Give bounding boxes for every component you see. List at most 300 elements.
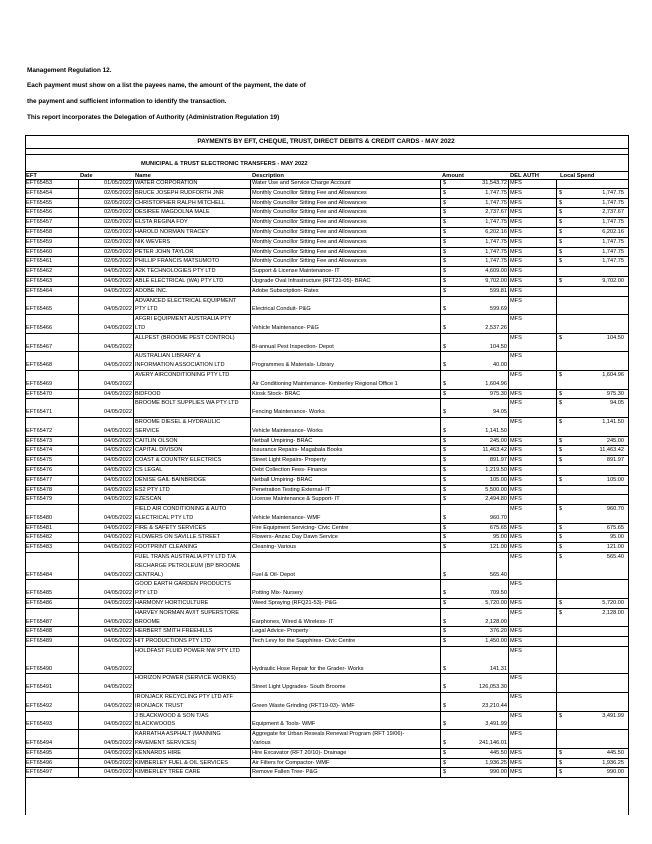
payment-date: [78, 759, 133, 768]
local-spend: [556, 248, 627, 257]
frame-top-rule: [25, 135, 628, 136]
local-currency-symbol: $: [559, 248, 563, 255]
payment-amount: [440, 446, 508, 455]
payment-amount: [440, 228, 508, 237]
amount-value: 40.00: [493, 362, 507, 369]
eft-number: [26, 543, 78, 552]
payment-date-text: 04/05/2022: [104, 702, 132, 709]
payment-description: [250, 297, 440, 315]
payment-date-text: 02/05/2022: [104, 199, 132, 206]
amount-currency-symbol: $: [443, 228, 447, 235]
amount-value: 990.00: [489, 769, 507, 776]
local-spend: [556, 334, 627, 352]
eft-number-text: EFT65480: [26, 514, 53, 521]
amount-value: 126,053.30: [479, 684, 507, 691]
amount-currency-symbol: $: [443, 476, 447, 483]
amount-currency-symbol: $: [443, 769, 447, 776]
local-spend: [556, 297, 627, 315]
payment-amount: [440, 524, 508, 533]
payment-amount: [440, 399, 508, 417]
payee-name: COAST & COUNTRY ELECTRICS: [133, 456, 250, 465]
payment-date: [78, 334, 133, 352]
payment-amount: [440, 334, 508, 352]
payment-description: [250, 533, 440, 542]
local-spend-value: 1,747.75: [602, 199, 624, 206]
amount-value: 1,936.25: [485, 759, 507, 766]
amount-currency-symbol: $: [443, 759, 447, 766]
payment-date-text: 04/05/2022: [104, 684, 132, 691]
eft-number: [26, 257, 78, 266]
payment-amount: [440, 749, 508, 758]
eft-number: [26, 712, 78, 730]
table-row: [25, 486, 628, 496]
local-spend: [556, 446, 627, 455]
payment-description-text: License Maintenance & Support- IT: [252, 496, 340, 503]
payment-description-text: Monthly Councillor Sitting Fee and Allowances: [252, 238, 367, 245]
payment-amount: [440, 647, 508, 673]
payment-amount: [440, 580, 508, 598]
payee-name: FLOWERS ON SAVILLE STREET: [133, 533, 250, 542]
payment-date-text: 04/05/2022: [104, 447, 132, 454]
payment-date-text: 04/05/2022: [104, 362, 132, 369]
payment-date: [78, 399, 133, 417]
payee-name: CS LEGAL: [133, 466, 250, 475]
payment-date: [78, 189, 133, 198]
amount-currency-symbol: $: [443, 189, 447, 196]
payment-date: [78, 466, 133, 475]
col-header-del-auth: DEL AUTH: [510, 172, 539, 179]
table-row: [25, 418, 628, 437]
payment-amount: [440, 712, 508, 730]
payment-description-text: Electrical Conduit- P&G: [252, 306, 311, 313]
payment-amount: [440, 637, 508, 646]
local-currency-symbol: $: [559, 457, 563, 464]
eft-number-text: EFT65488: [26, 628, 53, 635]
payee-name: FUEL TRANS AUSTRALIA PTY LTD T/A RECHARGE PETROLEUM (BP BROOME CENTRAL): [133, 553, 250, 579]
payment-description-text: Bi-annual Pest Inspection- Depot: [252, 343, 334, 350]
payment-amount: [440, 238, 508, 247]
delegated-authority: MFS: [508, 238, 556, 247]
payment-amount: [440, 371, 508, 389]
amount-value: 1,747.75: [485, 189, 507, 196]
local-currency-symbol: $: [559, 476, 563, 483]
payment-description-text: Fencing Maintenance- Works: [252, 409, 325, 416]
payment-description-text: Adobe Subscription- Rates: [252, 287, 319, 294]
payee-name: PETER JOHN TAYLOR: [133, 248, 250, 257]
payment-amount: [440, 486, 508, 495]
delegated-authority: MFS: [508, 418, 556, 436]
amount-value: 9,702.00: [485, 277, 507, 284]
payment-description-text: Hire Excavator (RFT 20/10)- Drainage: [252, 749, 347, 756]
payment-amount: [440, 495, 508, 504]
local-spend-value: 95.00: [610, 534, 624, 541]
payment-description-text: Vehicle Maintenance- WMF: [252, 514, 321, 521]
eft-number-text: EFT65483: [26, 544, 53, 551]
payment-date: [78, 352, 133, 370]
local-spend: [556, 759, 627, 768]
local-spend-value: 2,128.00: [602, 609, 624, 616]
table-row: [25, 287, 628, 297]
payment-date: [78, 730, 133, 748]
eft-number-text: EFT65467: [26, 343, 53, 350]
delegated-authority: MFS: [508, 693, 556, 711]
payee-name: FIELD AIR CONDITIONING & AUTO ELECTRICAL PTY LTD: [133, 505, 250, 523]
delegated-authority: MFS: [508, 228, 556, 237]
table-row: [25, 476, 628, 486]
amount-value: 5,500.00: [485, 486, 507, 493]
payee-name: HORIZON POWER (SERVICE WORKS): [133, 674, 250, 692]
payment-description: [250, 627, 440, 636]
col-header-name: Name: [135, 172, 151, 179]
local-spend: [556, 647, 627, 673]
payment-date-text: 04/05/2022: [104, 343, 132, 350]
payment-amount: [440, 315, 508, 333]
payment-date-text: 04/05/2022: [104, 628, 132, 635]
payment-date: [78, 218, 133, 227]
payment-date: [78, 524, 133, 533]
amount-currency-symbol: $: [443, 571, 447, 578]
payee-name: DESIREE MAGDOLNA MALE: [133, 208, 250, 217]
payment-amount: [440, 267, 508, 276]
payment-amount: [440, 505, 508, 523]
amount-currency-symbol: $: [443, 590, 447, 597]
payment-description-text: Monthly Councillor Sitting Fee and Allowances: [252, 189, 367, 196]
payment-description: [250, 238, 440, 247]
local-currency-symbol: $: [559, 400, 563, 407]
payment-date: [78, 179, 133, 188]
delegated-authority: MFS: [508, 599, 556, 608]
table-row: [25, 446, 628, 456]
local-currency-symbol: $: [559, 524, 563, 531]
payment-description: [250, 267, 440, 276]
delegated-authority: MFS: [508, 371, 556, 389]
amount-value: 245.00: [489, 437, 507, 444]
payment-description: [250, 418, 440, 436]
payment-date-text: 04/05/2022: [104, 390, 132, 397]
local-spend-value: 104.50: [606, 334, 624, 341]
amount-currency-symbol: $: [443, 306, 447, 313]
payment-description: [250, 218, 440, 227]
payment-description-text: Potting Mix- Nursery: [252, 590, 303, 597]
eft-number: [26, 730, 78, 748]
table-row: [25, 179, 628, 189]
payment-description-text: Netball Umpiring- BRAC: [252, 437, 313, 444]
payment-date-text: 04/05/2022: [104, 740, 132, 747]
payment-description: [250, 287, 440, 296]
table-row: [25, 315, 628, 334]
eft-number-text: EFT65478: [26, 486, 53, 493]
local-spend-value: 105.00: [606, 476, 624, 483]
payee-name: FIRE & SAFETY SERVICES: [133, 524, 250, 533]
amount-value: 2,537.26: [485, 324, 507, 331]
payee-name: GOOD EARTH GARDEN PRODUCTS PTY LTD: [133, 580, 250, 598]
payment-description: [250, 446, 440, 455]
payment-amount: [440, 437, 508, 446]
table-row: [25, 730, 628, 749]
payee-name: BIDFOOD: [133, 390, 250, 399]
payment-date-text: 04/05/2022: [104, 277, 132, 284]
delegated-authority: MFS: [508, 533, 556, 542]
local-spend-value: 3,491.99: [602, 712, 624, 719]
payment-description: [250, 277, 440, 286]
delegated-authority: MFS: [508, 277, 556, 286]
payee-name: HARMONY HORTICULTURE: [133, 599, 250, 608]
local-spend-value: 1,747.75: [602, 238, 624, 245]
payment-description-text: Monthly Councillor Sitting Fee and Allowances: [252, 209, 367, 216]
eft-number-text: EFT65454: [26, 189, 53, 196]
delegated-authority: MFS: [508, 315, 556, 333]
local-currency-symbol: $: [559, 418, 563, 425]
amount-value: 95.00: [493, 534, 507, 541]
local-spend-value: 960.70: [606, 506, 624, 513]
local-spend-value: 9,702.00: [602, 277, 624, 284]
col-header-amount: Amount: [442, 172, 464, 179]
amount-value: 31,543.72: [482, 180, 507, 186]
payee-name: CAITLIN OLSON: [133, 437, 250, 446]
eft-number: [26, 446, 78, 455]
eft-number-text: EFT65484: [26, 571, 53, 578]
payment-date-text: 04/05/2022: [104, 759, 132, 766]
payee-name: KENNARDS HIRE: [133, 749, 250, 758]
eft-number: [26, 218, 78, 227]
amount-value: 105.00: [489, 476, 507, 483]
local-spend: [556, 533, 627, 542]
local-currency-symbol: $: [559, 534, 563, 541]
local-spend-value: 1,141.50: [602, 418, 624, 425]
payment-description-text: Debt Collection Fees- Finance: [252, 466, 328, 473]
table-row: [25, 248, 628, 258]
amount-currency-symbol: $: [443, 390, 447, 397]
payee-name: AVERY AIRCONDITIONING PTY LTD: [133, 371, 250, 389]
eft-number: [26, 495, 78, 504]
eft-number: [26, 533, 78, 542]
local-spend: [556, 627, 627, 636]
eft-number-text: EFT65497: [26, 769, 53, 776]
amount-currency-symbol: $: [443, 524, 447, 531]
local-spend: [556, 712, 627, 730]
local-spend-value: 891.97: [606, 457, 624, 464]
payment-date-text: 04/05/2022: [104, 600, 132, 607]
payment-description-text: Programmes & Materials- Library: [252, 362, 335, 369]
payment-amount: [440, 456, 508, 465]
payment-description-text: Aggregate for Urban Reseals Renewal Program (RFT 19/06)- Various: [252, 731, 405, 747]
local-spend-value: 975.30: [606, 390, 624, 397]
payment-description-text: Vehicle Maintenance- Works: [252, 427, 323, 434]
payment-amount: [440, 553, 508, 579]
local-spend: [556, 257, 627, 266]
payment-date-text: 04/05/2022: [104, 638, 132, 645]
payment-description: [250, 553, 440, 579]
delegated-authority: MFS: [508, 466, 556, 475]
payee-name: WATER CORPORATION: [133, 179, 250, 188]
payment-date: [78, 749, 133, 758]
col-header-date: Date: [80, 172, 93, 179]
eft-number: [26, 505, 78, 523]
payment-date-text: 04/05/2022: [104, 534, 132, 541]
amount-currency-symbol: $: [443, 628, 447, 635]
eft-number: [26, 580, 78, 598]
local-spend-value: 11,463.42: [599, 447, 624, 454]
amount-value: 1,747.75: [485, 248, 507, 255]
eft-number-text: EFT65474: [26, 447, 53, 454]
delegated-authority: MFS: [508, 505, 556, 523]
table-row: [25, 334, 628, 353]
eft-number: [26, 437, 78, 446]
payment-date-text: 02/05/2022: [104, 189, 132, 196]
eft-number-text: EFT65465: [26, 306, 53, 313]
payee-name: ELSTA REGINA FOY: [133, 218, 250, 227]
payment-date: [78, 693, 133, 711]
intro-notes: [27, 68, 306, 122]
payee-name: IRONJACK RECYCLING PTY LTD ATF IRONJACK TRUST: [133, 693, 250, 711]
payment-description: [250, 208, 440, 217]
local-spend: [556, 466, 627, 475]
eft-number-text: EFT65457: [26, 219, 53, 226]
payment-date-text: 04/05/2022: [104, 380, 132, 387]
local-spend-value: 121.00: [606, 544, 624, 551]
eft-number-text: EFT65492: [26, 702, 53, 709]
payment-date: [78, 371, 133, 389]
local-spend: [556, 580, 627, 598]
delegated-authority: MFS: [508, 456, 556, 465]
payment-description: [250, 399, 440, 417]
eft-number: [26, 456, 78, 465]
table-row: [25, 257, 628, 267]
payment-date: [78, 238, 133, 247]
payee-name: PHILLIP FRANCIS MATSUMOTO: [133, 257, 250, 266]
local-currency-symbol: $: [559, 371, 563, 378]
delegated-authority: MFS: [508, 297, 556, 315]
local-spend-value: 990.00: [606, 769, 624, 776]
local-spend-value: 1,747.75: [602, 248, 624, 255]
amount-currency-symbol: $: [443, 665, 447, 672]
amount-currency-symbol: $: [443, 638, 447, 645]
intro-requirement: Each payment must show on a list the payees name, the amount of the payment, the date of: [27, 82, 306, 90]
local-spend: [556, 277, 627, 286]
payment-amount: [440, 287, 508, 296]
table-row: [25, 647, 628, 674]
eft-number-text: EFT65466: [26, 324, 53, 331]
payment-description-text: Equipment & Tools- WMF: [252, 721, 316, 728]
payment-description: [250, 390, 440, 399]
amount-currency-symbol: $: [443, 702, 447, 709]
payee-name: FOOTPRINT CLEANING: [133, 543, 250, 552]
eft-number-text: EFT65481: [26, 524, 53, 531]
eft-number: [26, 637, 78, 646]
payment-description-text: Green Waste Grinding (RFT19-03)- WMF: [252, 702, 355, 709]
eft-number: [26, 599, 78, 608]
amount-currency-symbol: $: [443, 380, 447, 387]
local-spend-value: 245.00: [606, 437, 624, 444]
local-spend: [556, 390, 627, 399]
eft-number-text: EFT65470: [26, 390, 53, 397]
section-title: MUNICIPAL & TRUST ELECTRONIC TRANSFERS - MAY 2022: [141, 161, 308, 167]
payment-date: [78, 277, 133, 286]
payment-date: [78, 505, 133, 523]
eft-number-text: EFT65471: [26, 409, 53, 416]
table-row: [25, 759, 628, 769]
local-spend: [556, 730, 627, 748]
local-spend: [556, 486, 627, 495]
payment-date-text: 04/05/2022: [104, 514, 132, 521]
payee-name: AUSTRALIAN LIBRARY & INFORMATION ASSOCIATION LTD: [133, 352, 250, 370]
payment-date: [78, 257, 133, 266]
table-row: [25, 399, 628, 418]
amount-value: 23,210.44: [482, 702, 507, 709]
amount-currency-symbol: $: [443, 684, 447, 691]
payment-description: [250, 456, 440, 465]
amount-currency-symbol: $: [443, 238, 447, 245]
amount-value: 1,747.75: [485, 258, 507, 265]
eft-number: [26, 334, 78, 352]
local-currency-symbol: $: [559, 228, 563, 235]
payment-date-text: 04/05/2022: [104, 544, 132, 551]
payment-description: [250, 476, 440, 485]
payment-description: [250, 674, 440, 692]
payee-name: BRUCE JOSEPH RUDFORTH JNR: [133, 189, 250, 198]
eft-number: [26, 647, 78, 673]
local-spend-value: 6,202.16: [602, 228, 624, 235]
payment-description-text: Hydraulic Hose Repair for the Grader- Works: [252, 665, 364, 672]
local-spend: [556, 371, 627, 389]
local-spend: [556, 749, 627, 758]
table-row: [25, 352, 628, 371]
eft-number: [26, 248, 78, 257]
table-row: [25, 238, 628, 248]
amount-value: 891.97: [489, 457, 507, 464]
delegated-authority: MFS: [508, 609, 556, 627]
local-currency-symbol: $: [559, 506, 563, 513]
local-spend: [556, 495, 627, 504]
payments-table: [25, 179, 628, 778]
intro-requirement-cont: the payment and sufficient information to identify the transaction.: [27, 97, 227, 105]
amount-currency-symbol: $: [443, 180, 447, 186]
payment-amount: [440, 199, 508, 208]
local-spend-value: 565.40: [606, 554, 624, 561]
payment-date-text: 04/05/2022: [104, 437, 132, 444]
amount-currency-symbol: $: [443, 721, 447, 728]
payment-date-text: 04/05/2022: [104, 409, 132, 416]
local-spend-value: 1,936.25: [602, 759, 624, 766]
payment-description-text: Insurance Repairs- Magabala Books: [252, 447, 343, 454]
eft-number: [26, 486, 78, 495]
delegated-authority: MFS: [508, 759, 556, 768]
delegated-authority: MFS: [508, 647, 556, 673]
local-spend-value: 1,747.75: [602, 258, 624, 265]
payment-date-text: 04/05/2022: [104, 590, 132, 597]
delegated-authority: MFS: [508, 580, 556, 598]
table-row: [25, 533, 628, 543]
payment-description: [250, 647, 440, 673]
payee-name: HIT PRODUCTIONS PTY LTD: [133, 637, 250, 646]
payment-amount: [440, 609, 508, 627]
payee-name: HAROLD NORMAN TRACEY: [133, 228, 250, 237]
payment-amount: [440, 352, 508, 370]
amount-currency-symbol: $: [443, 618, 447, 625]
payment-amount: [440, 627, 508, 636]
payment-description: [250, 486, 440, 495]
payment-date: [78, 297, 133, 315]
eft-number-text: EFT65462: [26, 268, 53, 275]
eft-number: [26, 476, 78, 485]
table-row: [25, 390, 628, 400]
payee-name: CAPITAL DIVISON: [133, 446, 250, 455]
payment-description-text: Upgrade Oval Infrastructure (RFT21-05)- BRAC: [252, 277, 371, 284]
payment-amount: [440, 730, 508, 748]
payment-amount: [440, 533, 508, 542]
table-row: [25, 218, 628, 228]
delegated-authority: MFS: [508, 543, 556, 552]
